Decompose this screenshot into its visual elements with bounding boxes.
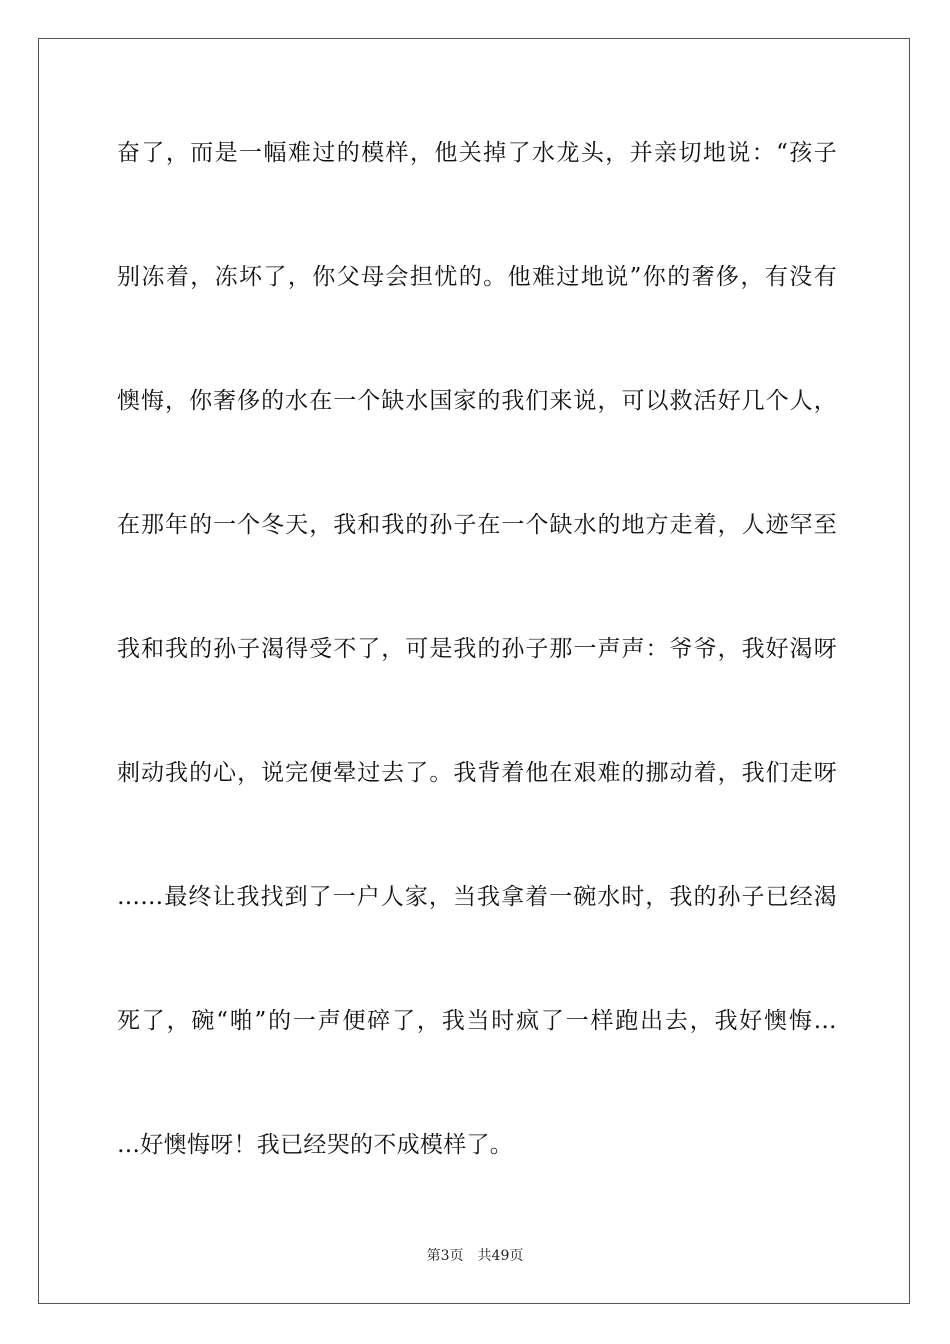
text-line: 别冻着，冻坏了，你父母会担忧的。他难过地说”你的奢侈，有没有 xyxy=(117,264,837,290)
text-line: 死了，碗“啪”的一声便碎了，我当时疯了一样跑出去，我好懊悔… xyxy=(117,1008,837,1034)
page-footer xyxy=(0,1246,950,1266)
text-line: 我和我的孙子渴得受不了，可是我的孙子那一声声：爷爷，我好渴呀 xyxy=(117,636,837,662)
text-line: ……最终让我找到了一户人家，当我拿着一碗水时，我的孙子已经渴 xyxy=(117,884,837,910)
page-number: 第3页 xyxy=(426,1248,464,1264)
text-line: 在那年的一个冬天，我和我的孙子在一个缺水的地方走着，人迹罕至 xyxy=(117,512,837,538)
text-line: 刺动我的心，说完便晕过去了。我背着他在艰难的挪动着，我们走呀 xyxy=(117,760,837,786)
text-line: …好懊悔呀！我已经哭的不成模样了。 xyxy=(117,1132,514,1158)
page-border xyxy=(38,38,910,1304)
page-total: 共49页 xyxy=(477,1248,524,1264)
text-line: 奋了，而是一幅难过的模样，他关掉了水龙头，并亲切地说：“孩子 xyxy=(117,140,837,166)
text-line: 懊悔，你奢侈的水在一个缺水国家的我们来说，可以救活好几个人， xyxy=(117,388,837,414)
